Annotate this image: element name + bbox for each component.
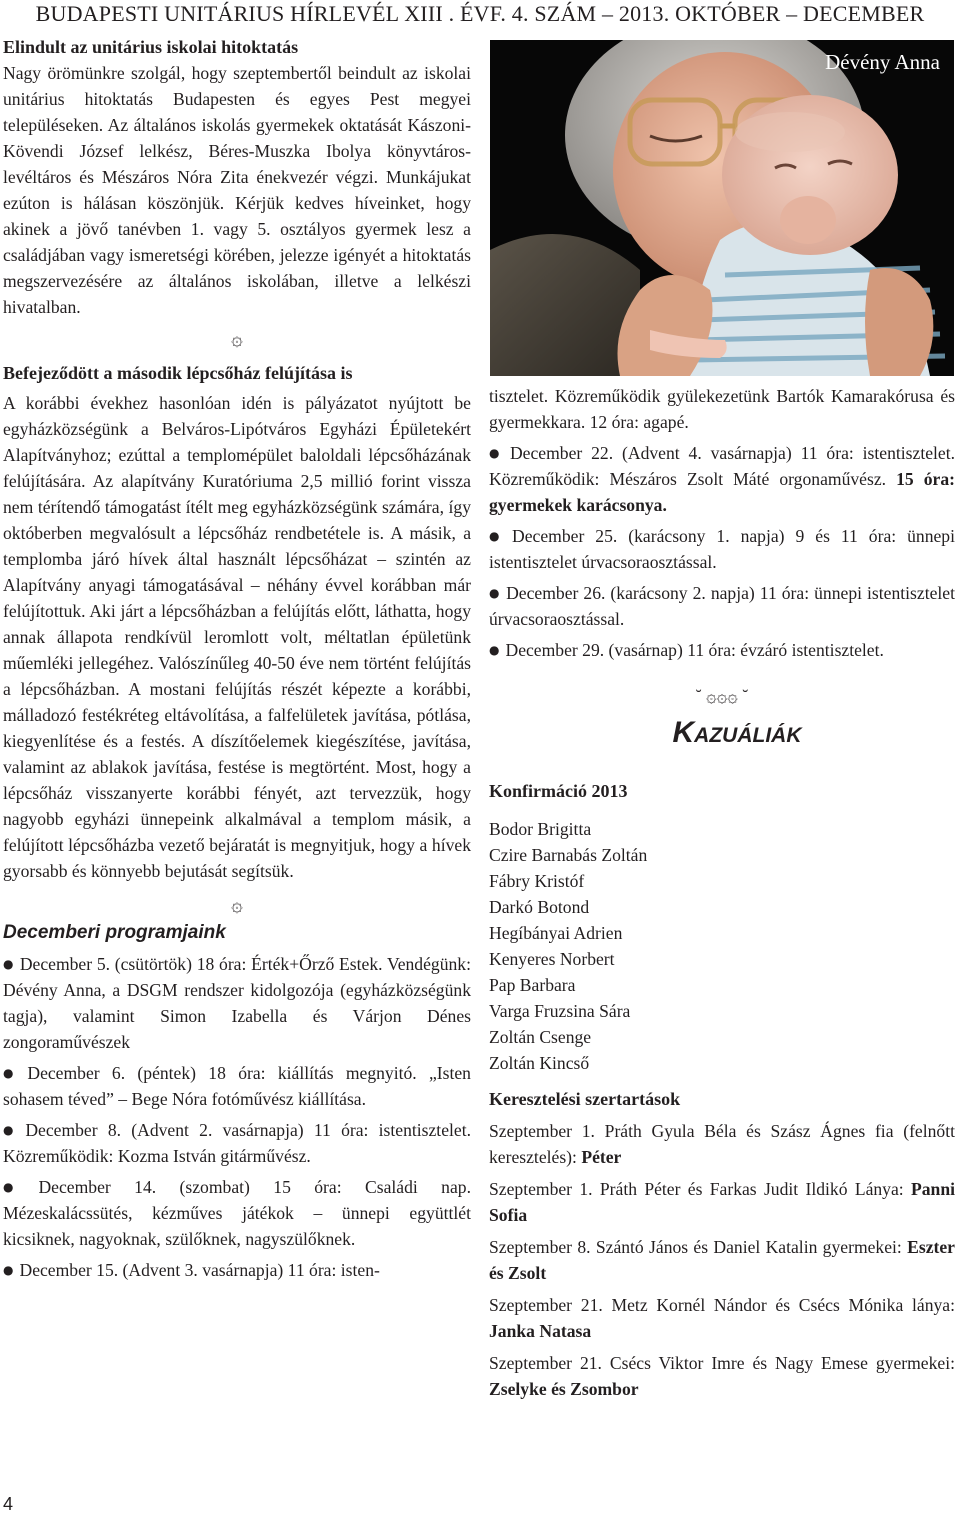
article-body-lepcsohaz: A korábbi évekhez hasonlóan idén is pályázatot nyújtott be egyházközségünk a Belváros-Lipótváros Egyházi Épületekért Alapítványhoz; ezúttal a templomépület baloldali lépcsőházának felújítására. Az alapítvány Kuratóriuma 2,5 millió forint vissza nem térítendő támogatást ítélt meg egyházközségünk számára, így októberben megvalósult a lépcsőház rendbetétele is. A másik, a templomba járó hívek által használt lépcsőházat – szintén az Alapítvány anyagi támogatásával – néhány évvel korábban már felújítottuk. Aki járt a lépcsőházban a felújítás előtt, láthatta, hogy annak állapota rendkívül leromlott volt, méltatlan épületünk műemléki jellegéhez. Valószínűleg 40-50 éve nem történt felújítás a lépcsőházban. A mostani felújítás részét képezte a korábbi, málladozó festékréteg eltávolítása, a falfelületek javítása, pótlása, kiegyenlítése és a festés. A díszítőelemek kiegészítése, javítása, valamint az ablakok javítása, festése is megtörtént. Most, hogy a lépcsőház visszanyerte korábbi fényét, azt tervezzük, hogy nagyobb egyházi ünnepeink alkalmával a templom másik, a felújított lépcsőházba vezető bejáratát is megnyitjuk, hogy a hívek gyorsabb és könnyebb bejutását segítsük. (3, 393, 471, 881)
bullet-icon: ● (3, 1123, 20, 1137)
left-column (3, 34, 471, 1283)
list-item: Fábry Kristóf (489, 871, 585, 891)
baptism-list (489, 1118, 955, 1402)
list-item: Szeptember 21. Metz Kornél Nándor és Csécs Mónika lánya: Janka Natasa (489, 1295, 955, 1341)
page-number: 4 (3, 1494, 14, 1514)
baptism-title: Keresztelési szertartások (489, 1089, 681, 1109)
program-item: ● December 22. (Advent 4. vasárnapja) 11 óra: istentisztelet. Közreműködik: Mészáros Zsolt Máté orgonaművész. 15 óra: gyermekek karácsonya. (489, 443, 955, 515)
photo-illustration (490, 40, 954, 376)
ornament-divider-wide: ˘ ۞۞۞ ˘ (695, 686, 749, 706)
list-item: Darkó Botond (489, 897, 590, 917)
list-item: Szeptember 1. Práth Péter és Farkas Judit Ildikó Lánya: Panni Sofia (489, 1179, 955, 1225)
bullet-icon: ● (489, 529, 507, 543)
list-item: Kenyeres Norbert (489, 949, 615, 969)
photo-credit: Dévény Anna (825, 50, 940, 74)
bullet-icon: ● (3, 1180, 33, 1194)
list-item: Varga Fruzsina Sára (489, 1001, 631, 1021)
bullet-icon: ● (489, 586, 501, 600)
program-item: ● December 5. (csütörtök) 18 óra: Érték+Őrző Estek. Vendégünk: Dévény Anna, a DSGM rendszer kidolgozója (egyházközségünk tagja), valamint Simon Izabella és Várjon Dénes zongoraművészek (3, 954, 471, 1052)
ornament-divider: ۞ (231, 328, 243, 350)
program-item: ● December 26. (karácsony 2. napja) 11 óra: ünnepi istentisztelet úrvacsoraosztással. (489, 583, 955, 629)
program-item: ● December 15. (Advent 3. vasárnapja) 11 óra: isten- (3, 1260, 380, 1280)
page-header: BUDAPESTI UNITÁRIUS HÍRLEVÉL XIII . ÉVF. 4. SZÁM – 2013. OKTÓBER – DECEMBER (35, 1, 925, 26)
list-item: Czire Barnabás Zoltán (489, 845, 648, 865)
program-item: ● December 25. (karácsony 1. napja) 9 és 11 óra: ünnepi istentisztelet úrvacsoraosztással. (489, 526, 955, 572)
confirmation-title: Konfirmáció 2013 (489, 781, 628, 801)
bullet-icon: ● (3, 957, 14, 971)
article-body-hitoktatas: Nagy örömünkre szolgál, hogy szeptembertől beindult az iskolai unitárius hitoktatás Budapesten és egyes Pest megyei településeken. Az általános iskolás gyermekek oktatását Kászoni-Kövendi József lelkész, Béres-Muszka Ibolya könyvtáros-levéltáros és Mészáros Nóra Zita énekvezér végzi. Munkájukat ezúton is hálásan köszönjük. Kérjük kedves híveinket, hogy akinek a jövő tanévben 1. vagy 5. osztályos gyermek lesz a családjában vagy ismeretségi körében, jelezze igényét a hitoktatás megszervezésére az általános iskolában, illetve a lelkészi hivatalban. (3, 63, 471, 317)
photo-grandmother-baby (490, 40, 954, 376)
bullet-icon: ● (489, 446, 504, 460)
right-column (489, 380, 955, 1402)
program-item: ● December 29. (vasárnap) 11 óra: évzáró istentisztelet. (489, 640, 884, 660)
program-item: ● December 14. (szombat) 15 óra: Családi nap. Mézeskalácssütés, kézműves játékok – ünnepi együttlét kicsiknek, nagyoknak, szülőknek, nagyszülőknek. (3, 1177, 471, 1249)
list-item: Szeptember 8. Szántó János és Daniel Katalin gyermekei: Eszter és Zsolt (489, 1237, 955, 1283)
bullet-icon: ● (489, 643, 500, 657)
ornament-divider: ۞ (231, 894, 243, 916)
list-item: Szeptember 21. Csécs Viktor Imre és Nagy Emese gyermekei: Zselyke és Zsombor (489, 1353, 955, 1399)
program-item: ● December 8. (Advent 2. vasárnapja) 11 óra: istentisztelet. Közreműködik: Kozma István gitárművész. (3, 1120, 471, 1166)
list-item: Hegíbányai Adrien (489, 923, 623, 943)
programs-title: Decemberi programjaink (3, 922, 226, 943)
program-continuation: tisztelet. Közreműködik gyülekezetünk Bartók Kamarakórusa és gyermekkara. 12 óra: agapé. (489, 386, 955, 432)
program-item: ● December 6. (péntek) 18 óra: kiállítás megnyitó. „Isten sohasem téved” – Bege Nóra fotóművész kiállítása. (3, 1063, 471, 1109)
bullet-icon: ● (3, 1263, 14, 1277)
kazualiak-title: KAZUÁLIÁK (672, 716, 802, 749)
article-title-lepcsohaz: Befejeződött a második lépcsőház felújítása is (3, 363, 353, 383)
list-item: Zoltán Kincső (489, 1053, 590, 1073)
list-item: Pap Barbara (489, 975, 576, 995)
list-item: Szeptember 1. Práth Gyula Béla és Szász Ágnes fia (felnőtt keresztelés): Péter (489, 1121, 955, 1167)
bullet-icon: ● (3, 1066, 22, 1080)
list-item: Zoltán Csenge (489, 1027, 592, 1047)
confirmation-list (489, 816, 955, 1076)
list-item: Bodor Brigitta (489, 819, 592, 839)
article-title-hitoktatas: Elindult az unitárius iskolai hitoktatás (3, 37, 299, 57)
